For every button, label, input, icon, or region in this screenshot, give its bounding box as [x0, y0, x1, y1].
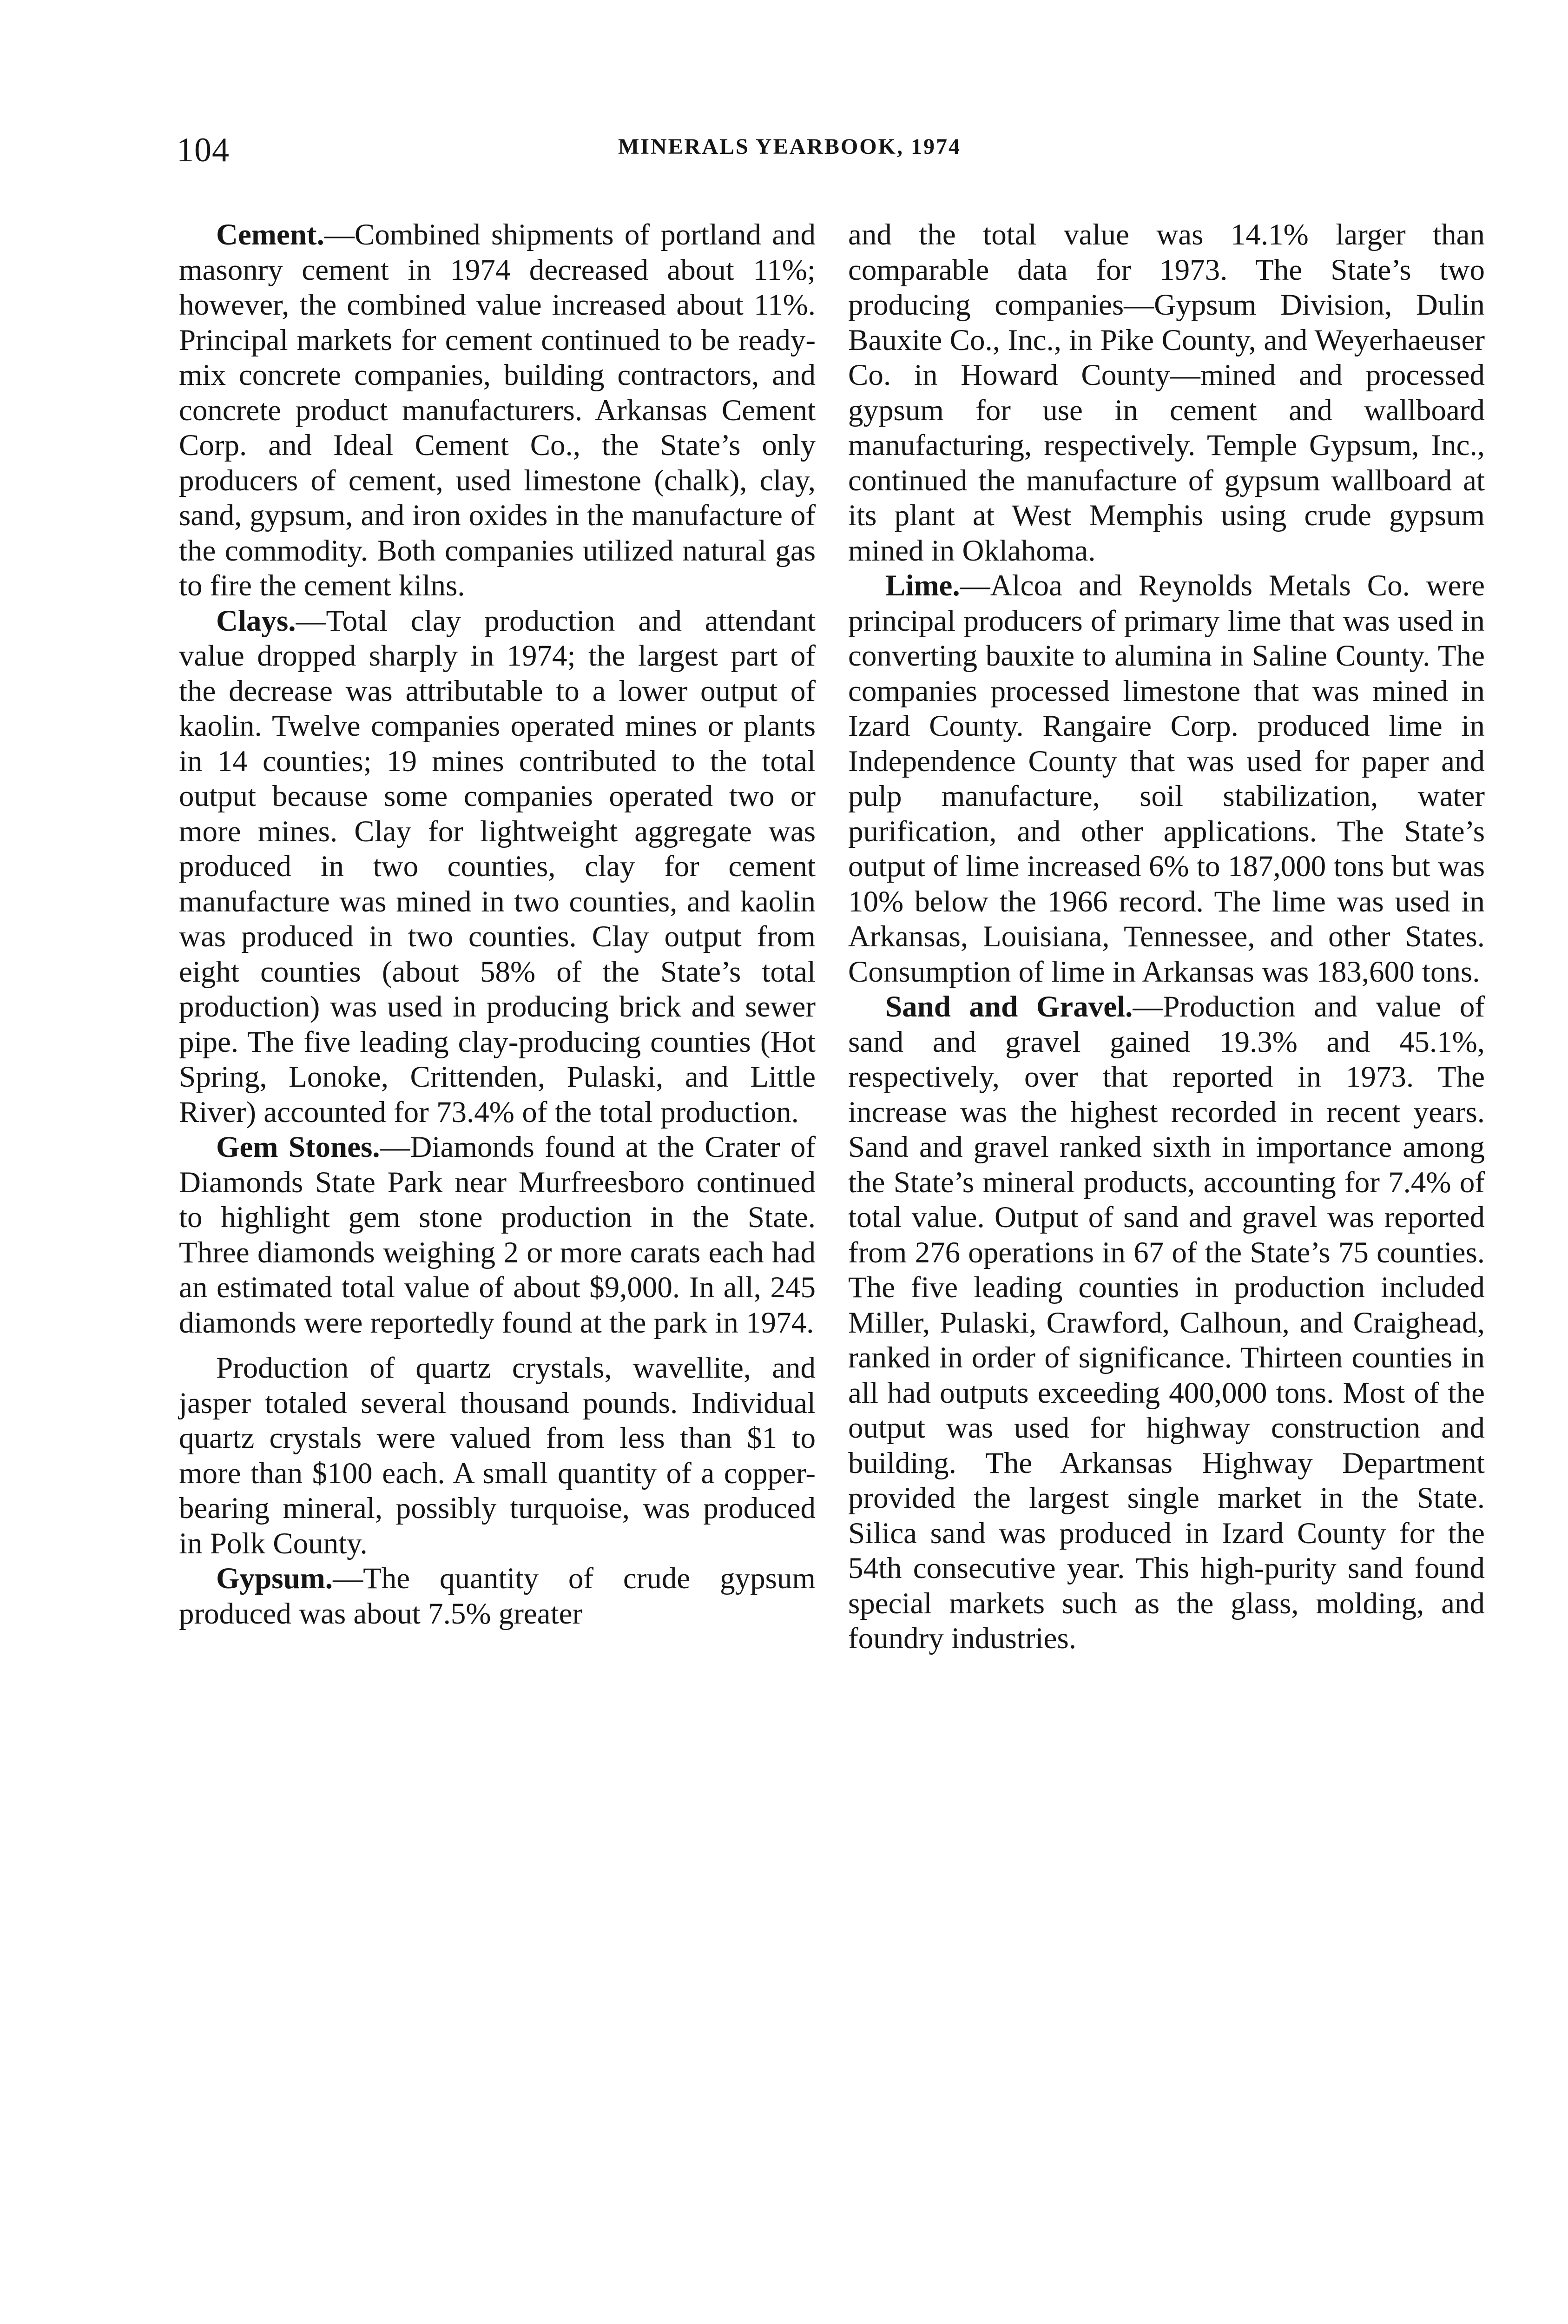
lime-heading: Lime.	[885, 569, 960, 602]
gypsum-heading: Gypsum.	[216, 1562, 333, 1595]
sand-gravel-body: —Production and value of sand and gravel gained 19.3% and 45.1%, respectively, over that reported in 1973. The increase was the highest recorded in recent years. Sand and gravel ranked sixth in importance among the State’s mineral products, accounting for 7.4% of total value. Output of sand and gravel was reported from 276 operations in 67 of the State’s 75 counties. The five leading counties in production included Miller, Pulaski, Crawford, Calhoun, and Craighead, ranked in order of significance. Thirteen counties in all had outputs exceeding 400,000 tons. Most of the output was used for highway construction and building. The Arkansas Highway Department provided the largest single market in the State. Silica sand was produced in Izard County for the 54th consecutive year. This high-purity sand found special markets such as the glass, molding, and foundry industries.	[848, 990, 1485, 1655]
clays-heading: Clays.	[216, 604, 296, 638]
cement-heading: Cement.	[216, 218, 324, 251]
lime-paragraph	[848, 568, 1485, 990]
page-number: 104	[177, 131, 230, 169]
clays-body: —Total clay production and attendant value dropped sharply in 1974; the largest part of the decrease was attributable to a lower output of kaolin. Twelve companies operated mines or plants in 14 counties; 19 mines contributed to the total output because some companies operated two or more mines. Clay for lightweight aggregate was produced in two counties, clay for cement manufacture was mined in two counties, and kaolin was produced in two counties. Clay output from eight counties (about 58% of the State’s total production) was used in producing brick and sewer pipe. The five leading clay-producing counties (Hot Spring, Lonoke, Crittenden, Pulaski, and Little River) accounted for 73.4% of the total production.	[179, 604, 816, 1129]
gem-stones-paragraph	[179, 1130, 816, 1340]
cement-body: —Combined shipments of portland and masonry cement in 1974 decreased about 11%; however, the combined value increased about 11%. Principal markets for cement continued to be ready-mix concrete companies, building contractors, and concrete product manufacturers. Arkansas Cement Corp. and Ideal Cement Co., the State’s only producers of cement, used limestone (chalk), clay, sand, gypsum, and iron oxides in the manufacture of the commodity. Both companies utilized natural gas to fire the cement kilns.	[179, 218, 816, 602]
cement-paragraph	[179, 218, 816, 604]
right-column	[848, 218, 1485, 1657]
clays-paragraph	[179, 604, 816, 1130]
gem-stones-body: —Diamonds found at the Crater of Diamonds State Park near Murfreesboro continued to highlight gem stone production in the State. Three diamonds weighing 2 or more carats each had an estimated total value of about $9,000. In all, 245 diamonds were reportedly found at the park in 1974.	[179, 1130, 816, 1340]
sand-gravel-heading: Sand and Gravel.	[885, 990, 1133, 1023]
sand-gravel-paragraph	[848, 990, 1485, 1657]
quartz-paragraph: Production of quartz crystals, wavellite, and jasper totaled several thousand pounds. Individual quartz crystals were valued from less than $1 to more than $100 each. A small quantity of a copper-bearing mineral, possibly turquoise, was produced in Polk County.	[179, 1351, 816, 1560]
gypsum-paragraph	[179, 1561, 816, 1631]
running-title: MINERALS YEARBOOK, 1974	[618, 134, 961, 159]
lime-body: —Alcoa and Reynolds Metals Co. were principal producers of primary lime that was used in converting bauxite to alumina in Saline County. The companies processed limestone that was mined in Izard County. Rangaire Corp. produced lime in Independence County that was used for paper and pulp manufacture, soil stabilization, water purification, and other applications. The State’s output of lime increased 6% to 187,000 tons but was 10% below the 1966 record. The lime was used in Arkansas, Louisiana, Tennessee, and other States. Consumption of lime in Arkansas was 183,600 tons.	[848, 569, 1485, 989]
gypsum-continued-paragraph: and the total value was 14.1% larger than comparable data for 1973. The State’s two producing companies—Gypsum Division, Dulin Bauxite Co., Inc., in Pike County, and Weyerhaeuser Co. in Howard County—mined and processed gypsum for use in cement and wallboard manufacturing, respectively. Temple Gypsum, Inc., continued the manufacture of gypsum wallboard at its plant at West Memphis using crude gypsum mined in Oklahoma.	[848, 218, 1485, 568]
left-column	[179, 218, 816, 1631]
gypsum-body: —The quantity of crude gypsum produced was about 7.5% greater	[179, 1562, 816, 1631]
gem-stones-heading: Gem Stones.	[216, 1130, 380, 1164]
